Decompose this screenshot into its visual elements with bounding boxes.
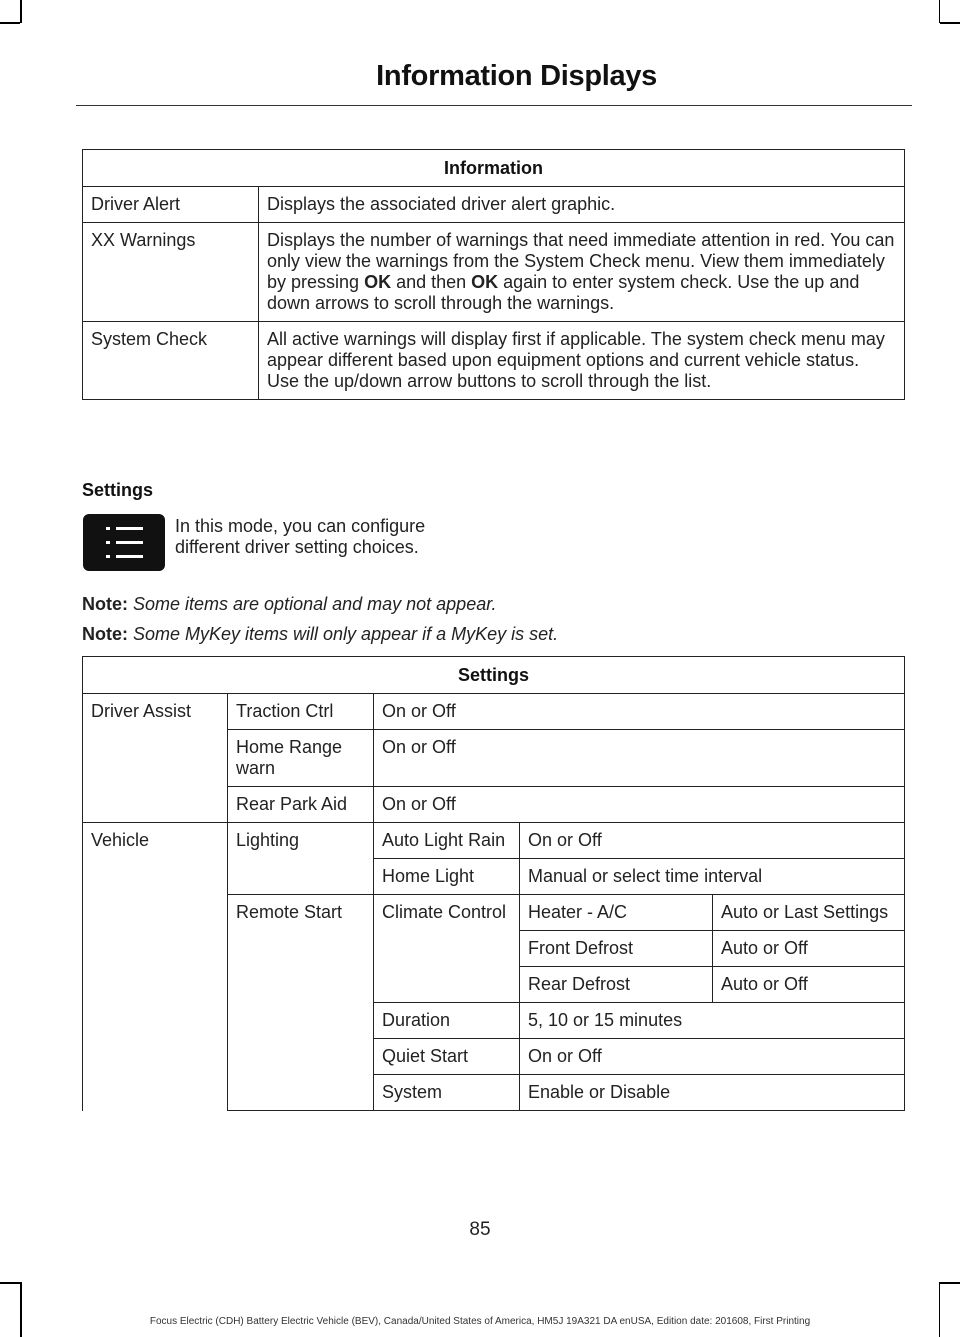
table-row	[83, 223, 905, 322]
table-row	[83, 322, 905, 400]
settings-table-header: Settings	[83, 657, 905, 694]
information-table	[82, 149, 905, 400]
setting-label: Climate Control	[374, 895, 520, 1003]
category-vehicle: Vehicle	[83, 823, 228, 1111]
settings-table	[82, 656, 905, 1111]
page-number: 85	[469, 1219, 491, 1240]
setting-label: Lighting	[228, 823, 374, 895]
category-driver-assist: Driver Assist	[83, 694, 228, 823]
menu-list-icon-graphic	[83, 514, 165, 571]
setting-label: Traction Ctrl	[228, 694, 374, 730]
crop-mark	[20, 1282, 22, 1337]
setting-label: Heater - A/C	[520, 895, 713, 931]
setting-label: Rear Park Aid	[228, 787, 374, 823]
setting-label: Auto Light Rain	[374, 823, 520, 859]
row-description	[259, 223, 905, 322]
title-divider	[76, 105, 912, 106]
setting-label: Quiet Start	[374, 1039, 520, 1075]
row-description: Displays the associated driver alert graphic.	[259, 187, 905, 223]
row-description: All active warnings will display first if applicable. The system check menu may appear different based upon equipment options and current vehicle status. Use the up/down arrow buttons to scroll through the list.	[259, 322, 905, 400]
crop-mark	[940, 1282, 960, 1284]
setting-label: Rear Defrost	[520, 967, 713, 1003]
row-label: Driver Alert	[83, 187, 259, 223]
row-label: System Check	[83, 322, 259, 400]
text-segment: and then	[391, 272, 472, 292]
crop-mark	[939, 0, 941, 23]
setting-value: 5, 10 or 15 minutes	[520, 1003, 905, 1039]
crop-mark	[939, 1282, 941, 1337]
footer-text: Focus Electric (CDH) Battery Electric Vehicle (BEV), Canada/United States of America, HM5J 19A321 DA enUSA, Edition date: 201608, First Printing	[149, 1316, 811, 1327]
setting-value: Manual or select time interval	[520, 859, 905, 895]
crop-mark	[0, 1282, 20, 1284]
note-label: Note:	[82, 594, 128, 614]
table-row	[83, 187, 905, 223]
text-segment: again to enter system check. Use the up and down arrows to scroll through the warnings.	[267, 272, 860, 313]
note-text: Some items are optional and may not appear.	[128, 594, 497, 614]
setting-label: Remote Start	[228, 895, 374, 1111]
setting-value: On or Off	[520, 1039, 905, 1075]
setting-value: Enable or Disable	[520, 1075, 905, 1111]
menu-list-icon	[83, 514, 165, 571]
crop-mark	[20, 0, 22, 23]
row-label: XX Warnings	[83, 223, 259, 322]
setting-label: Home Range warn	[228, 730, 374, 787]
setting-value: On or Off	[374, 787, 905, 823]
table-row	[83, 823, 905, 859]
setting-value: Auto or Off	[713, 931, 905, 967]
page-title: Information Displays	[376, 60, 657, 92]
crop-mark	[0, 22, 20, 24]
setting-value: On or Off	[374, 694, 905, 730]
setting-value: On or Off	[374, 730, 905, 787]
setting-label: Front Defrost	[520, 931, 713, 967]
text-segment: Displays the number of warnings that need immediate attention in red. You can only view the warnings from the System Check menu. View them immediately by pressing	[267, 230, 895, 292]
note	[82, 594, 497, 615]
setting-value: On or Off	[520, 823, 905, 859]
ok-key: OK	[471, 272, 499, 292]
setting-label: Home Light	[374, 859, 520, 895]
information-table-header: Information	[83, 150, 905, 187]
setting-label: Duration	[374, 1003, 520, 1039]
ok-key: OK	[364, 272, 392, 292]
settings-heading: Settings	[82, 480, 154, 500]
crop-mark	[940, 22, 960, 24]
note-label: Note:	[82, 624, 128, 644]
setting-value: Auto or Last Settings	[713, 895, 905, 931]
note-text: Some MyKey items will only appear if a MyKey is set.	[128, 624, 559, 644]
table-row	[83, 694, 905, 730]
note	[82, 624, 558, 645]
setting-value: Auto or Off	[713, 967, 905, 1003]
setting-label: System	[374, 1075, 520, 1111]
settings-intro: In this mode, you can configure different driver setting choices.	[175, 516, 426, 557]
